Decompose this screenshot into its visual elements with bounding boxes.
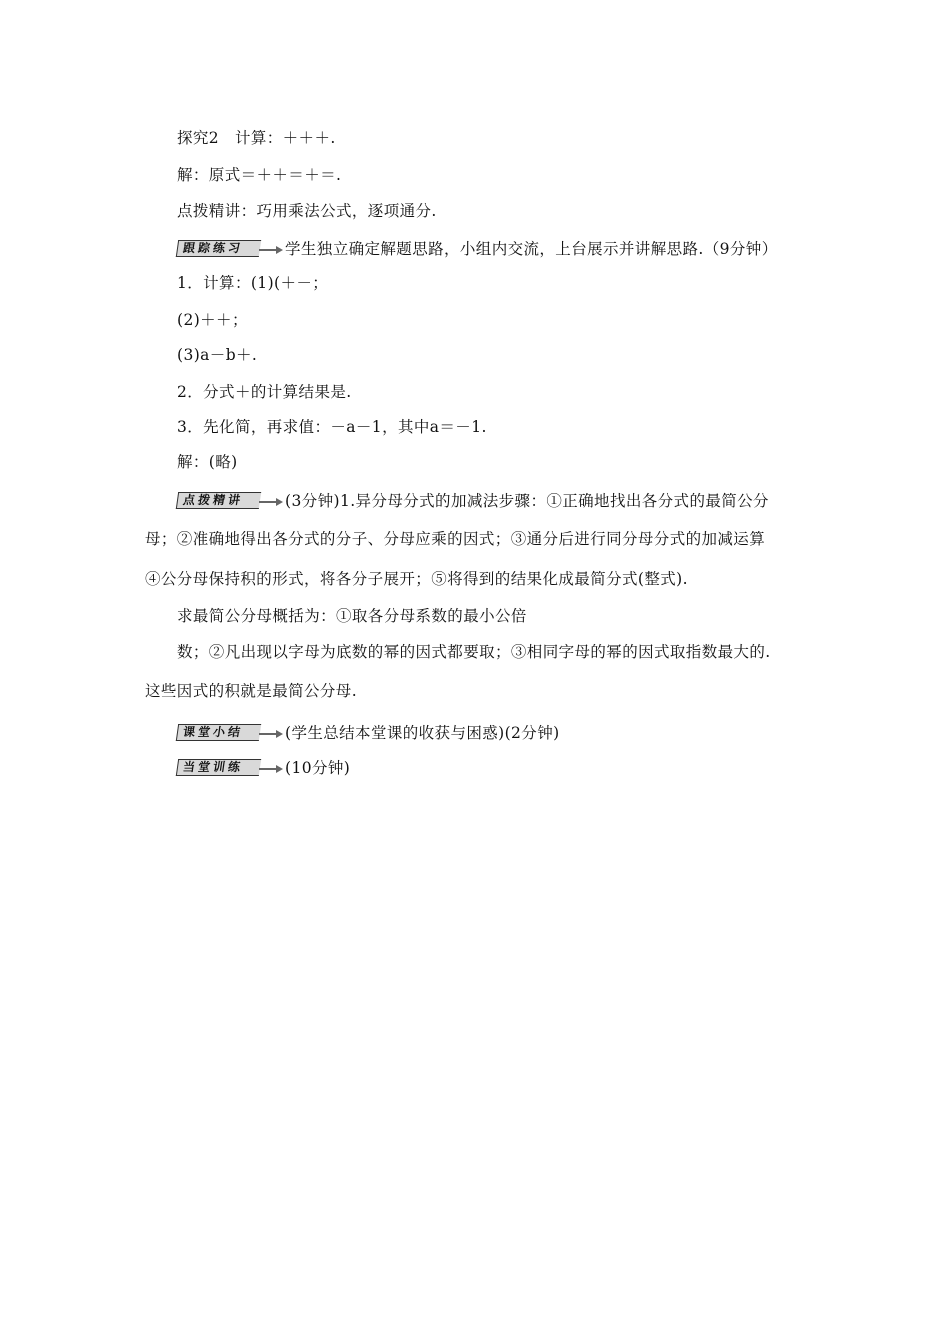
badge-arrow-icon [259,249,277,251]
class-summary-text: (学生总结本堂课的收获与困惑)(2分钟) [285,724,560,742]
tip-section-text: (3分钟)1.异分母分式的加减法步骤：①正确地找出各分式的最简公分 [285,492,769,510]
lcd-summary-line-1: 求最简公分母概括为：①取各分母系数的最小公倍 [177,607,527,625]
lcd-summary-line-2: 数；②凡出现以字母为底数的幂的因式都要取；③相同字母的幂的因式取指数最大的. [177,643,771,661]
class-summary-badge: 课堂小结 [177,722,283,742]
exercise-1: 1．计算：(1)(＋－； [177,274,329,292]
exercise-1-2: (2)＋＋； [177,311,248,329]
class-summary-line [177,722,560,743]
tip-section-line [177,490,769,511]
exercise-3-solution: 解：(略) [177,453,238,471]
badge-arrow-icon [259,768,277,770]
follow-practice-badge: 跟踪练习 [177,238,283,258]
badge-arrow-icon [259,501,277,503]
tip-line: 点拨精讲：巧用乘法公式，逐项通分. [177,202,437,220]
exercise-1-3: (3)a－b＋. [177,346,258,364]
exercise-2: 2．分式＋的计算结果是. [177,383,352,401]
steps-line-3: ④公分母保持积的形式，将各分子展开；⑤将得到的结果化成最简分式(整式). [145,570,688,588]
follow-practice-line [177,238,778,259]
exercise-3: 3．先化简，再求值：－a－1，其中a＝－1. [177,418,487,436]
tip-badge: 点拨精讲 [177,490,283,510]
badge-arrow-icon [259,733,277,735]
follow-practice-text: 学生独立确定解题思路，小组内交流，上台展示并讲解思路.（9分钟） [285,240,778,258]
in-class-training-text: (10分钟) [285,759,351,777]
steps-line-2: 母；②准确地得出各分式的分子、分母应乘的因式；③通分后进行同分母分式的加减运算 [145,530,766,548]
lcd-summary-line-3: 这些因式的积就是最简公分母. [145,682,358,700]
explore-2-heading: 探究2 计算：＋＋＋. [177,129,336,147]
solution-line: 解：原式＝＋＋＝＋＝. [177,166,342,184]
in-class-training-badge: 当堂训练 [177,757,283,777]
in-class-training-line [177,757,350,778]
